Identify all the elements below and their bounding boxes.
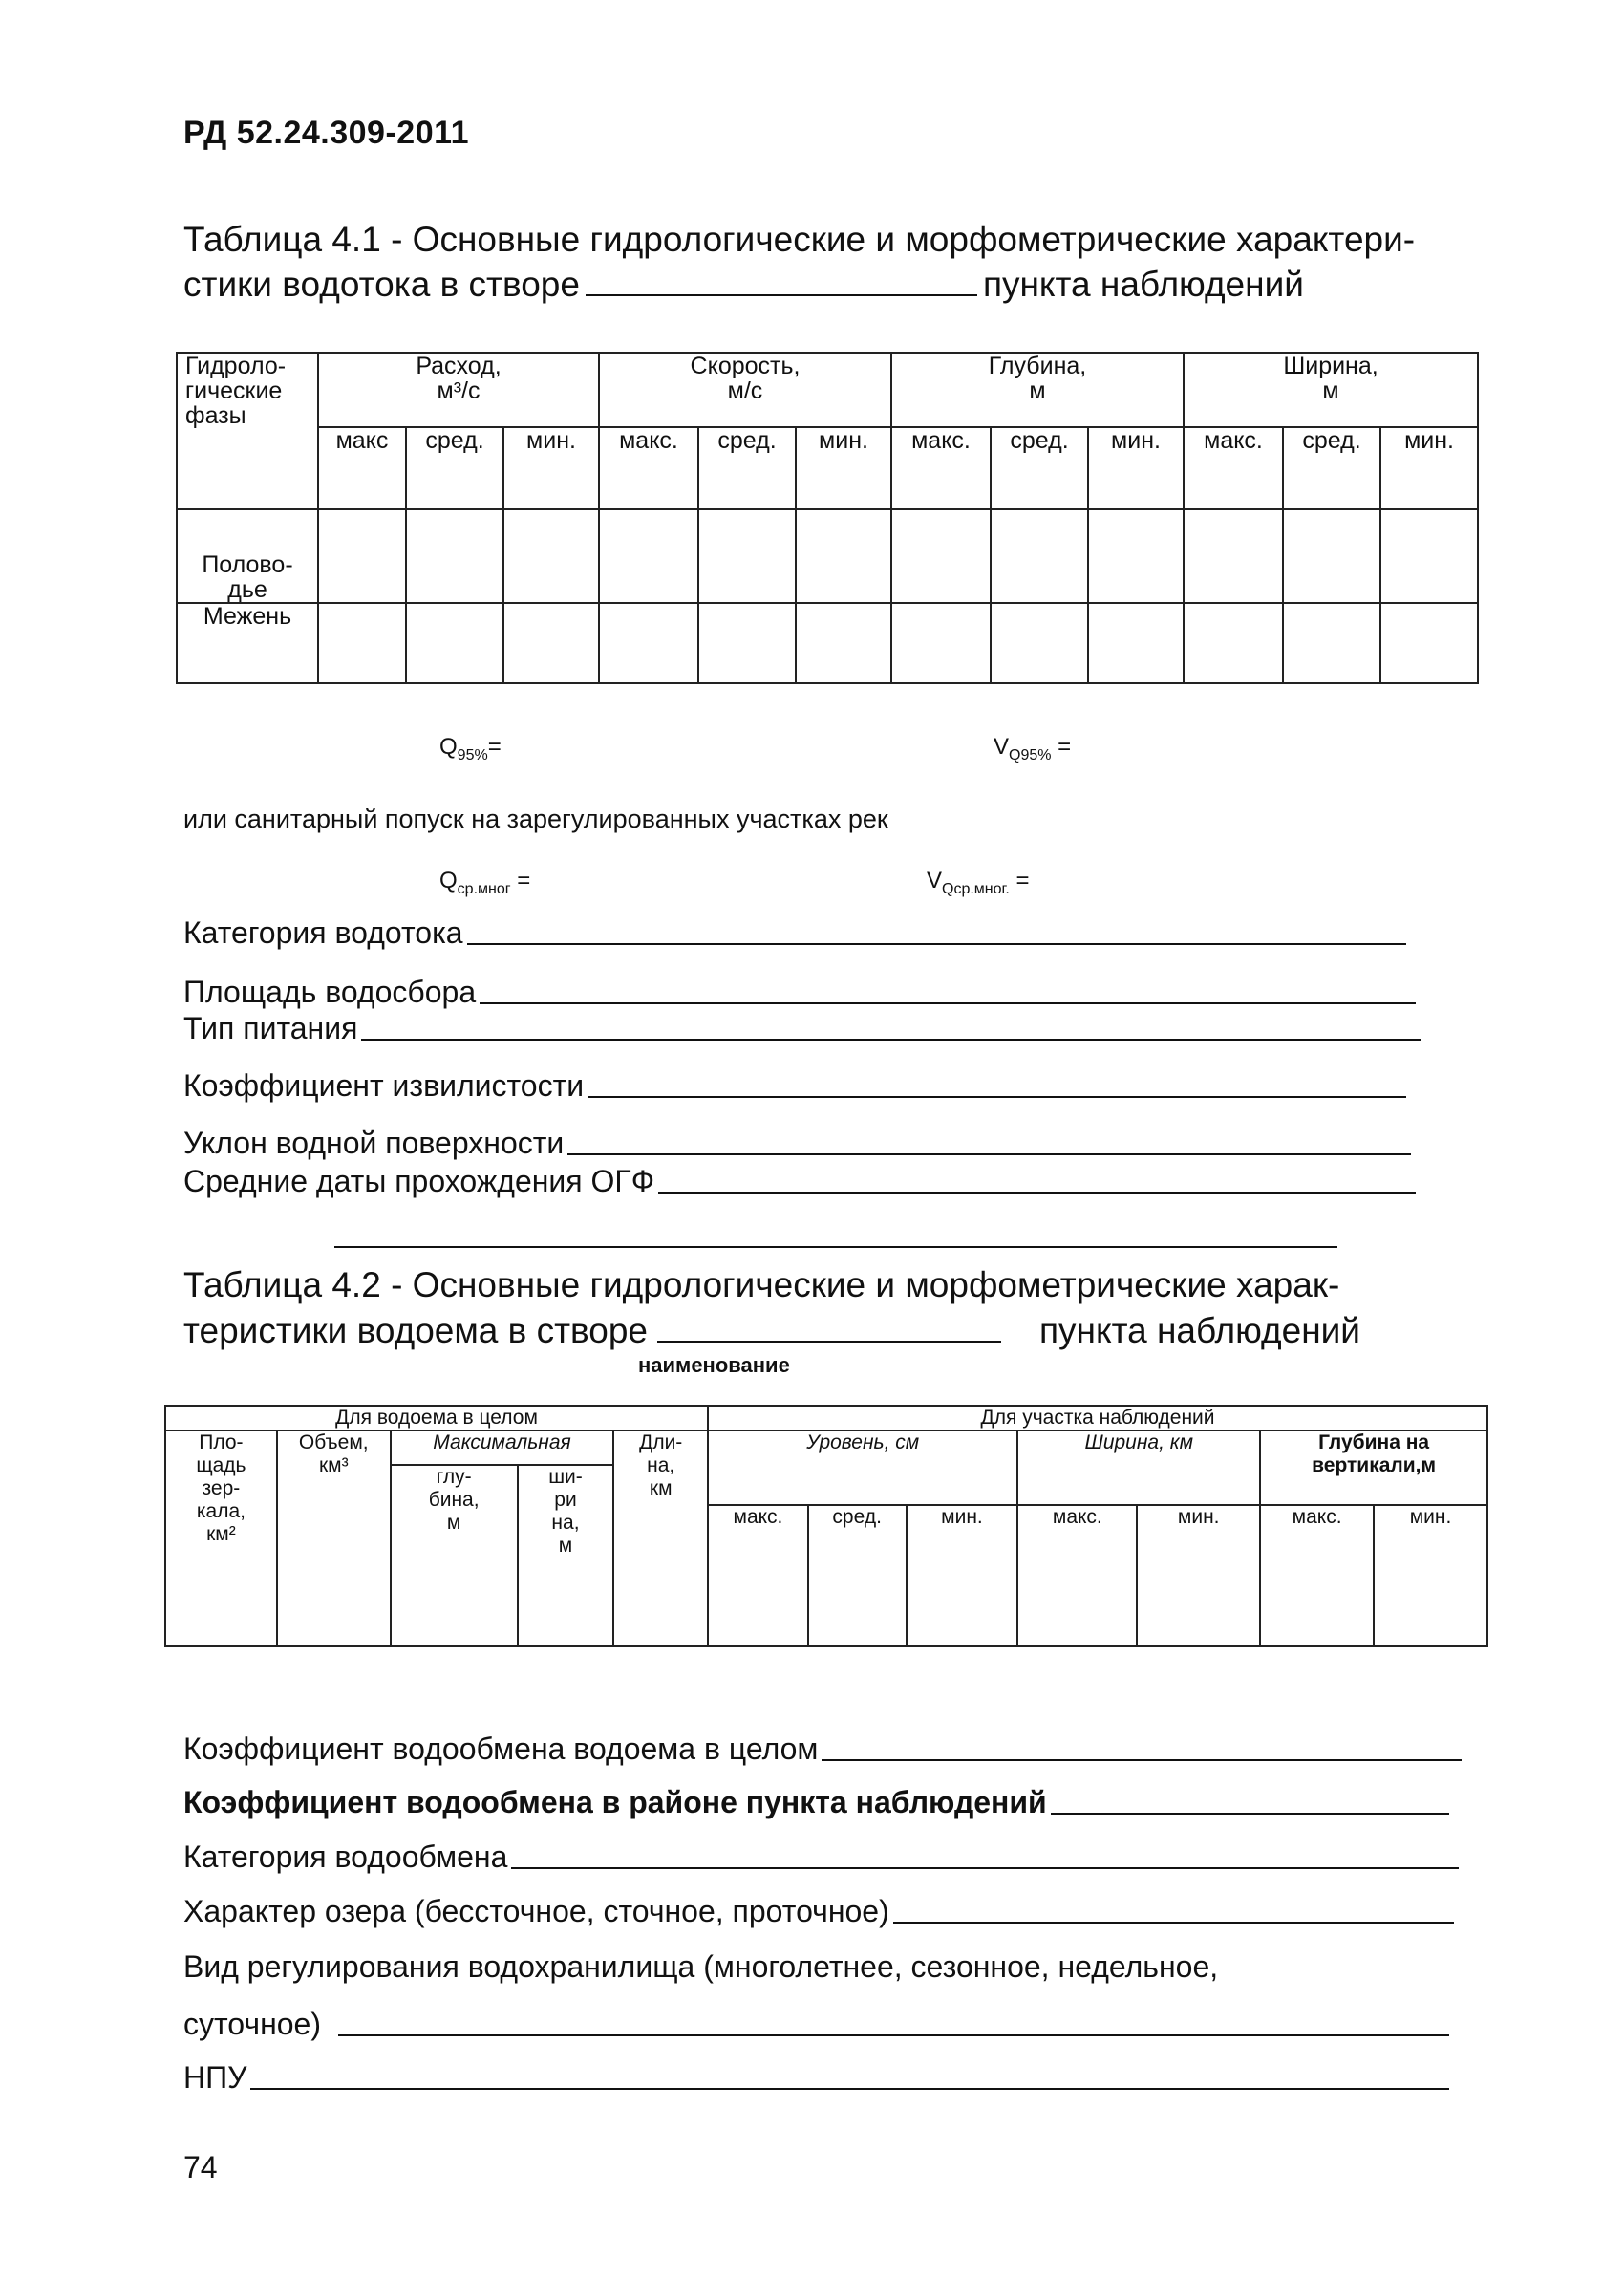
table41-cell[interactable] <box>891 509 991 603</box>
field-label: Площадь водосбора <box>183 975 477 1009</box>
table42-caption-pre: теристики водоема в створе <box>183 1311 649 1350</box>
table41-sub: макс. <box>891 427 991 509</box>
fill-line[interactable] <box>588 1096 1406 1098</box>
field-label: НПУ <box>183 2060 247 2095</box>
fill-line[interactable] <box>480 1002 1416 1004</box>
table41-cell[interactable] <box>796 603 891 683</box>
field-lake-type[interactable] <box>183 1894 1454 1929</box>
table42-depth-sub: макс. <box>1260 1505 1374 1646</box>
table42-group-site: Для участка наблюдений <box>708 1406 1487 1430</box>
qsr-equals: = <box>517 868 531 893</box>
fill-line[interactable] <box>1051 1813 1449 1815</box>
table42-caption-post: пункта наблюдений <box>1039 1311 1360 1350</box>
table41-cell[interactable] <box>318 509 406 603</box>
table41-cell[interactable] <box>599 603 698 683</box>
table42-max-group: Максимальная <box>391 1430 614 1465</box>
table41-cell[interactable] <box>1380 603 1478 683</box>
field-regulation-type-label: Вид регулирования водохранилища (многолетнее, сезонное, недельное, <box>183 1949 1219 1984</box>
table41 <box>176 352 1479 684</box>
field-sinuosity-coefficient[interactable] <box>183 1068 1406 1104</box>
fill-line[interactable] <box>567 1153 1411 1155</box>
table42-caption-line1: Таблица 4.2 - Основные гидрологические и морфометрические харак- <box>183 1265 1340 1304</box>
table41-cell[interactable] <box>599 509 698 603</box>
field-label: Коэффициент водообмена в районе пункта наблюдений <box>183 1785 1047 1819</box>
table41-sub: макс <box>318 427 406 509</box>
table41-group-velocity: Скорость, м/с <box>599 353 891 427</box>
field-label: Характер озера (бессточное, сточное, проточное) <box>183 1894 889 1928</box>
q95-equals: = <box>487 734 502 760</box>
v95-subscript: Q95% <box>1009 746 1052 764</box>
table42-name-note: наименование <box>638 1353 790 1377</box>
table41-cell[interactable] <box>1283 603 1380 683</box>
page-number: 74 <box>183 2150 218 2184</box>
table41-sub: макс. <box>599 427 698 509</box>
table42-depth-sub: мин. <box>1374 1505 1487 1646</box>
vsr-equals: = <box>1015 868 1030 893</box>
field-exchange-coef-whole[interactable] <box>183 1732 1462 1767</box>
field-exchange-category[interactable] <box>183 1839 1459 1875</box>
table42-max-depth: глу- бина, м <box>391 1465 518 1646</box>
v95-formula <box>994 734 1071 764</box>
table41-cell[interactable] <box>891 603 991 683</box>
field-label: Тип питания <box>183 1011 358 1045</box>
field-catchment-area[interactable] <box>183 975 1416 1010</box>
field-mean-phase-dates[interactable] <box>183 1164 1416 1199</box>
table41-cell[interactable] <box>503 509 599 603</box>
table41-sub: сред. <box>406 427 503 509</box>
field-label: суточное) <box>183 2007 321 2041</box>
q95-formula <box>439 734 502 764</box>
table41-sub: макс. <box>1184 427 1283 509</box>
field-feeding-type[interactable] <box>183 1011 1421 1046</box>
table41-sub: сред. <box>1283 427 1380 509</box>
fill-line[interactable] <box>250 2088 1449 2090</box>
fill-line[interactable] <box>822 1759 1462 1761</box>
fill-line[interactable] <box>658 1192 1416 1194</box>
table42-length: Дли- на, км <box>613 1430 708 1646</box>
table41-group-depth: Глубина, м <box>891 353 1184 427</box>
table42-site-fillin[interactable] <box>657 1341 1001 1343</box>
table41-sub: сред. <box>698 427 796 509</box>
v95-symbol: V <box>994 734 1010 760</box>
document-code: РД 52.24.309-2011 <box>183 115 470 151</box>
table41-cell[interactable] <box>698 509 796 603</box>
table42 <box>164 1405 1488 1647</box>
table41-sub: мин. <box>796 427 891 509</box>
table41-group-width: Ширина, м <box>1184 353 1478 427</box>
table41-phase-header: Гидроло- гические фазы <box>177 353 318 509</box>
fill-line[interactable] <box>361 1039 1421 1041</box>
q95-symbol: Q <box>439 734 458 760</box>
table41-cell[interactable] <box>1380 509 1478 603</box>
table41-cell[interactable] <box>991 603 1088 683</box>
section-divider <box>334 1246 1337 1248</box>
fill-line[interactable] <box>338 2034 1449 2036</box>
field-exchange-coef-site[interactable] <box>183 1785 1449 1820</box>
field-label: Коэффициент водообмена водоема в целом <box>183 1732 819 1766</box>
table41-cell[interactable] <box>1184 603 1283 683</box>
qsr-symbol: Q <box>439 868 458 893</box>
table42-level-sub: мин. <box>907 1505 1018 1646</box>
table41-sub: мин. <box>1380 427 1478 509</box>
table41-sub: мин. <box>503 427 599 509</box>
table42-group-whole: Для водоема в целом <box>165 1406 708 1430</box>
table41-sub: сред. <box>991 427 1088 509</box>
table42-max-width: ши- ри на, м <box>518 1465 614 1646</box>
table42-depth: Глубина на вертикали,м <box>1260 1430 1487 1505</box>
table41-caption-line2 <box>183 263 1304 307</box>
table42-width-sub: мин. <box>1137 1505 1260 1646</box>
table41-site-fillin[interactable] <box>586 294 977 296</box>
table41-cell[interactable] <box>406 509 503 603</box>
field-label: Коэффициент извилистости <box>183 1068 585 1103</box>
table41-caption-pre: стики водотока в створе <box>183 265 580 304</box>
vsr-subscript: Qср.мног. <box>942 880 1010 897</box>
table42-volume: Объем, км³ <box>277 1430 391 1646</box>
table41-cell[interactable] <box>1088 603 1184 683</box>
vsr-formula <box>927 868 1030 898</box>
qsr-formula <box>439 868 530 898</box>
field-npu[interactable] <box>183 2060 1449 2096</box>
table41-cell[interactable] <box>991 509 1088 603</box>
table42-width-sub: макс. <box>1017 1505 1137 1646</box>
field-label: Средние даты прохождения ОГФ <box>183 1164 655 1198</box>
sanitary-release-text: или санитарный попуск на зарегулированных участках рек <box>183 805 888 833</box>
field-label: Уклон водной поверхности <box>183 1126 565 1160</box>
table41-row-flood: Полово- дье <box>177 509 318 603</box>
field-regulation-type[interactable] <box>183 2007 1449 2042</box>
table41-cell[interactable] <box>796 509 891 603</box>
table41-cell[interactable] <box>318 603 406 683</box>
vsr-symbol: V <box>927 868 943 893</box>
table41-cell[interactable] <box>503 603 599 683</box>
table41-caption-line1: Таблица 4.1 - Основные гидрологические и морфометрические характери- <box>183 220 1416 259</box>
table42-width: Ширина, км <box>1017 1430 1260 1505</box>
qsr-subscript: ср.мног <box>457 880 511 897</box>
table41-group-discharge: Расход, м³/с <box>318 353 599 427</box>
table41-cell[interactable] <box>406 603 503 683</box>
field-watercourse-category[interactable] <box>183 915 1406 951</box>
v95-equals: = <box>1058 734 1072 760</box>
table42-area: Пло- щадь зер- кала, км² <box>165 1430 277 1646</box>
table41-cell[interactable] <box>1184 509 1283 603</box>
table41-caption-post: пункта наблюдений <box>982 265 1304 304</box>
q95-subscript: 95% <box>457 746 488 764</box>
table42-caption-line2 <box>183 1309 1360 1353</box>
table42-level-sub: макс. <box>708 1505 808 1646</box>
table41-sub: мин. <box>1088 427 1184 509</box>
table41-cell[interactable] <box>1088 509 1184 603</box>
field-label: Категория водотока <box>183 915 463 950</box>
table42-level-sub: сред. <box>808 1505 907 1646</box>
fill-line[interactable] <box>893 1922 1454 1924</box>
table42-level: Уровень, см <box>708 1430 1017 1505</box>
table41-cell[interactable] <box>698 603 796 683</box>
table41-cell[interactable] <box>1283 509 1380 603</box>
table41-row-lowwater: Межень <box>177 603 318 683</box>
fill-line[interactable] <box>467 943 1406 945</box>
field-water-surface-slope[interactable] <box>183 1126 1411 1161</box>
fill-line[interactable] <box>511 1867 1459 1869</box>
field-label: Категория водообмена <box>183 1839 508 1874</box>
